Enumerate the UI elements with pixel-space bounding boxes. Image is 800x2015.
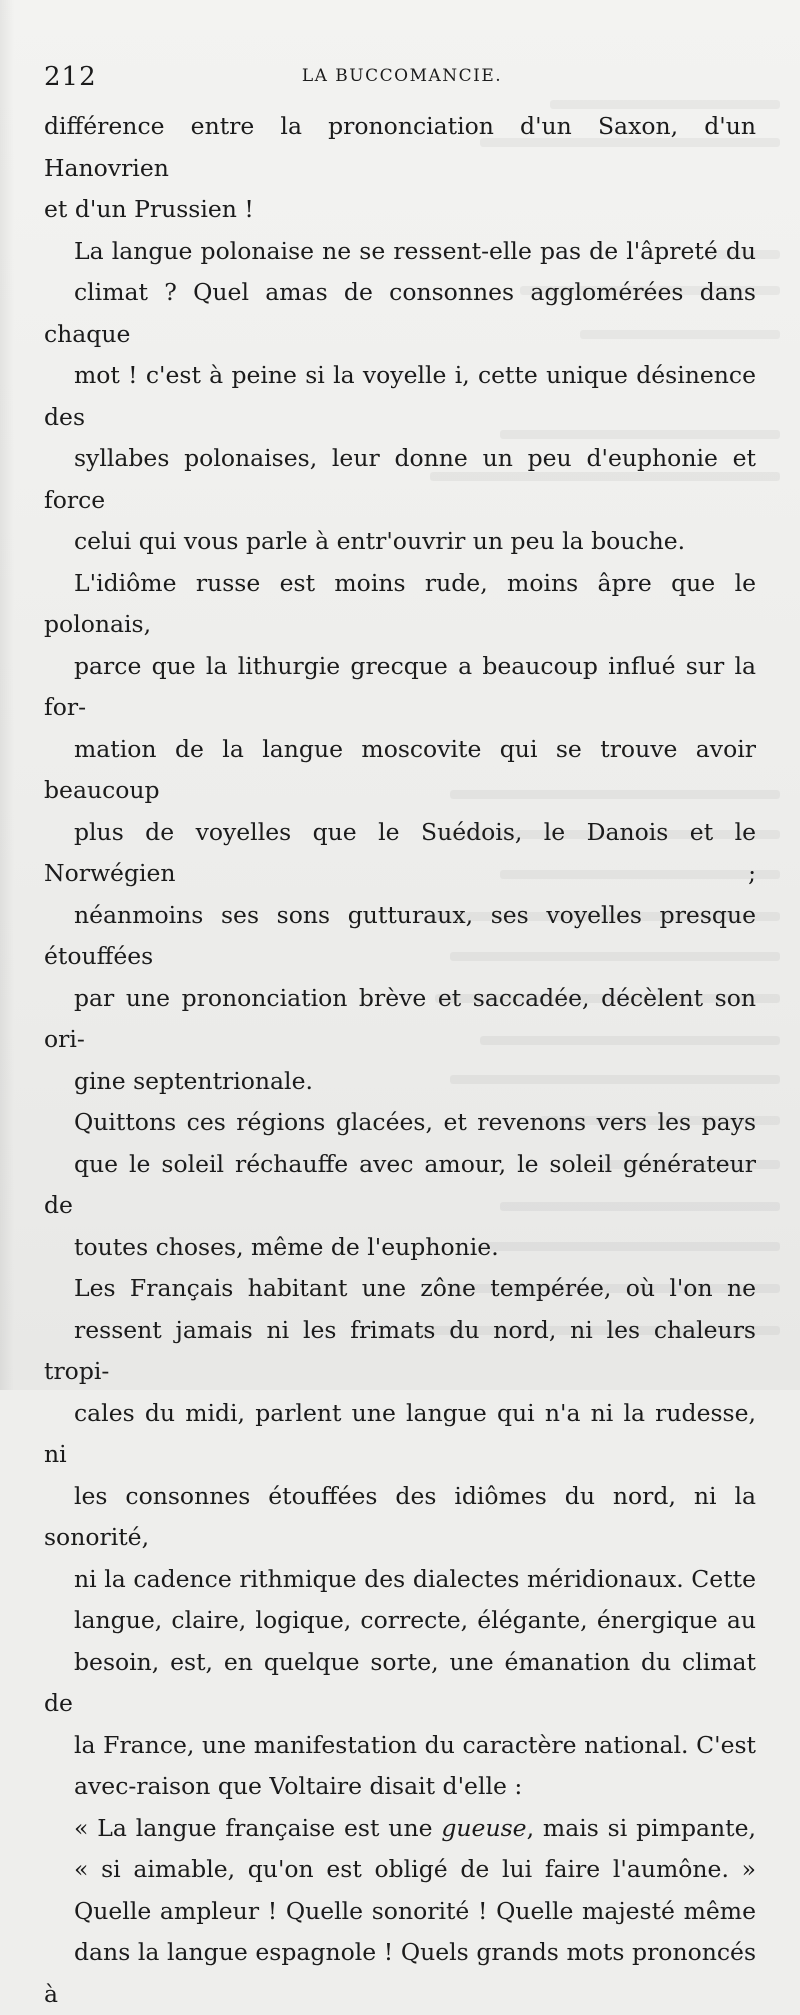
running-head: LA BUCCOMANCIE. [44, 66, 760, 86]
text-line: mation de la langue moscovite qui se trouve avoir beaucoup [44, 729, 756, 812]
text-line: langue, claire, logique, correcte, élégante, énergique au [44, 1600, 756, 1642]
text-line: Quelle ampleur ! Quelle sonorité ! Quelle majesté même [44, 1891, 756, 1933]
text-line-last: avec-raison que Voltaire disait d'elle : [44, 1766, 756, 1808]
text-line: Quittons ces régions glacées, et revenons vers les pays [44, 1102, 756, 1144]
text-line: mot ! c'est à peine si la voyelle i, cette unique désinence des [44, 355, 756, 438]
text-line: les consonnes étouffées des idiômes du nord, ni la sonorité, [44, 1476, 756, 1559]
paragraph-3 [44, 563, 756, 1103]
quote-text: , mais si pimpante, [527, 1814, 756, 1842]
text-line: différence entre la prononciation d'un Saxon, d'un Hanovrien [44, 106, 756, 189]
text-line-last: toutes choses, même de l'euphonie. [44, 1227, 756, 1269]
body-text [44, 106, 756, 2015]
paragraph-6 [44, 1891, 756, 2015]
text-line-last: celui qui vous parle à entr'ouvrir un peu la bouche. [44, 521, 756, 563]
text-line: La langue polonaise ne se ressent-elle pas de l'âpreté du [44, 231, 756, 273]
quote-line-2: « si aimable, qu'on est obligé de lui faire l'aumône. » [44, 1849, 756, 1891]
text-line: ressent jamais ni les frimats du nord, ni les chaleurs tropi- [44, 1310, 756, 1393]
paragraph-4 [44, 1102, 756, 1268]
paragraph-5 [44, 1268, 756, 1808]
paragraph-1 [44, 106, 756, 231]
text-line: syllabes polonaises, leur donne un peu d'euphonie et force [44, 438, 756, 521]
quote-text: « La langue française est une [74, 1814, 441, 1842]
text-line: la France, une manifestation du caractère national. C'est [44, 1725, 756, 1767]
text-line: que le soleil réchauffe avec amour, le soleil générateur de [44, 1144, 756, 1227]
text-line: par une prononciation brève et saccadée, décèlent son ori- [44, 978, 756, 1061]
text-line: dans la langue espagnole ! Quels grands mots prononcés à [44, 1932, 756, 2015]
text-line: besoin, est, en quelque sorte, une émanation du climat de [44, 1642, 756, 1725]
text-line: parce que la lithurgie grecque a beaucoup influé sur la for- [44, 646, 756, 729]
text-line-last: gine septentrionale. [44, 1061, 756, 1103]
text-line: climat ? Quel amas de consonnes agglomérées dans chaque [44, 272, 756, 355]
text-line: néanmoins ses sons gutturaux, ses voyelles presque étouffées [44, 895, 756, 978]
text-line: plus de voyelles que le Suédois, le Danois et le Norwégien ; [44, 812, 756, 895]
text-line: cales du midi, parlent une langue qui n'a ni la rudesse, ni [44, 1393, 756, 1476]
text-line: ni la cadence rithmique des dialectes méridionaux. Cette [44, 1559, 756, 1601]
text-line-last: et d'un Prussien ! [44, 189, 756, 231]
text-line: L'idiôme russe est moins rude, moins âpre que le polonais, [44, 563, 756, 646]
text-line: Les Français habitant une zône tempérée, où l'on ne [44, 1268, 756, 1310]
page-header [44, 58, 760, 98]
paragraph-2 [44, 231, 756, 563]
quote-emphasis: gueuse [441, 1814, 526, 1842]
page-number: 212 [44, 62, 97, 92]
quote-line-1 [44, 1808, 756, 1850]
voltaire-quote [44, 1808, 756, 1891]
